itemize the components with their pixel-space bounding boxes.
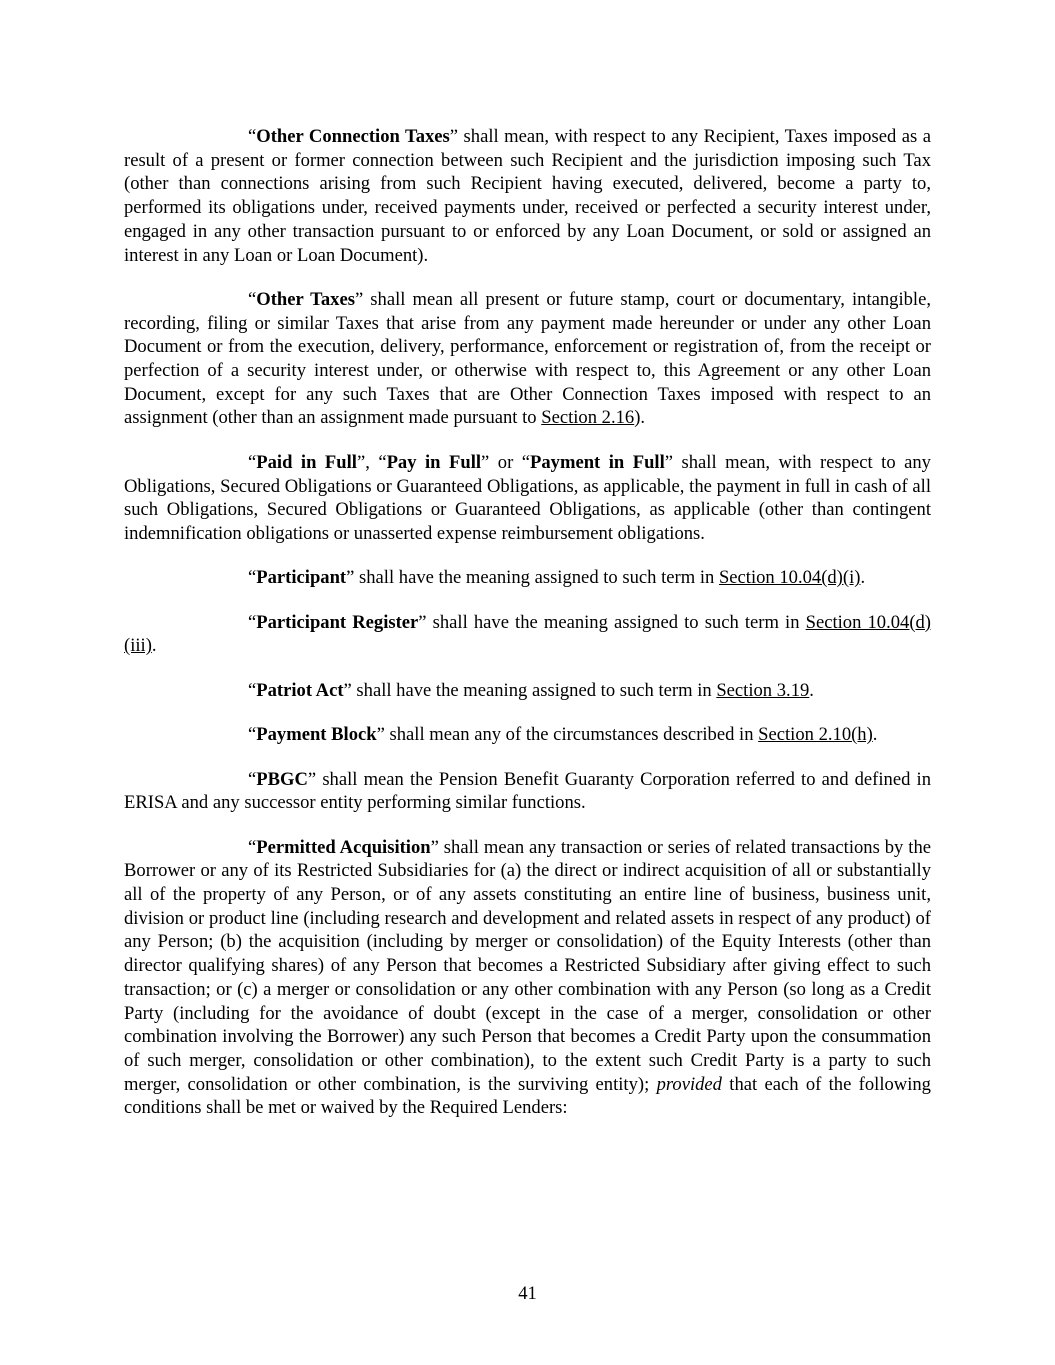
definition-other-connection-taxes: [124, 125, 931, 267]
definitions-body: [124, 125, 931, 1141]
definition-text: “: [248, 679, 257, 701]
defined-term: Payment in Full: [530, 451, 665, 473]
definition-text: .: [860, 567, 866, 589]
section-reference: Section 3.19: [716, 679, 810, 701]
emphasis-text: provided: [656, 1073, 722, 1095]
definition-permitted-acquisition: [124, 836, 931, 1120]
definition-text: “: [248, 724, 257, 746]
section-reference: Section 2.16: [541, 407, 635, 429]
definition-paid-in-full: [124, 451, 931, 546]
definition-participant: [124, 566, 931, 590]
definition-text: .: [809, 679, 814, 701]
definition-text: .: [151, 635, 157, 657]
definition-text: ” shall have the meaning assigned to such term in: [418, 611, 806, 633]
definition-text: “: [248, 451, 257, 473]
definition-text: “: [248, 768, 257, 790]
definition-text: ” shall have the meaning assigned to such term in: [343, 679, 717, 701]
defined-term: Pay in Full: [386, 451, 482, 473]
definition-pbgc: [124, 768, 931, 815]
definition-text: that each of the following conditions shall be met or waived by the Required Lenders:: [124, 1073, 931, 1119]
definition-other-taxes: [124, 288, 931, 430]
definition-patriot-act: [124, 679, 931, 703]
definition-text: ” shall mean, with respect to any Recipient, Taxes imposed as a result of a present or former connection between such Recipient and the jurisdiction imposing such Tax (other than connections arising from such Recipient having executed, delivered, become a party to, performed its obligations under, received payments under, received or perfected a security interest under, engaged in any other transaction pursuant to or enforced by any Loan Document, or sold or assigned an interest in any Loan or Loan Document).: [124, 126, 931, 266]
definition-text: “: [248, 611, 257, 633]
definition-text: ” shall have the meaning assigned to such term in: [346, 567, 719, 589]
definition-participant-register: [124, 611, 931, 658]
definition-text: “: [248, 836, 257, 858]
defined-term: Other Taxes: [256, 288, 355, 310]
defined-term: Patriot Act: [256, 679, 344, 701]
definition-payment-block: [124, 723, 931, 747]
definition-text: “: [248, 567, 257, 589]
definition-text: ” shall mean the Pension Benefit Guaranty Corporation referred to and defined in ERISA and any successor entity performing similar functions.: [124, 768, 931, 814]
definition-text: ”, “: [356, 451, 387, 473]
definition-text: ” or “: [481, 451, 531, 473]
definition-text: ” shall mean, with respect to any Obligations, Secured Obligations or Guaranteed Obligations, as applicable, the payment in full in cash of all such Obligations, Secured Obligations or Guaranteed Obligations, as applicable (other than contingent indemnification obligations or unasserted expense reimbursement obligations.: [124, 451, 931, 544]
definition-text: “: [248, 288, 257, 310]
definition-text: ” shall mean all present or future stamp, court or documentary, intangible, recording, filing or similar Taxes that arise from any payment made hereunder or under any other Loan Document or from the execution, delivery, performance, enforcement or registration of, from the receipt or perfection of a security interest under, or otherwise with respect to, this Agreement or any other Loan Document, except for any such Taxes that are Other Connection Taxes imposed with respect to an assignment (other than an assignment made pursuant to: [124, 288, 931, 429]
defined-term: Participant: [256, 567, 347, 589]
defined-term: Permitted Acquisition: [256, 836, 431, 858]
definition-text: ” shall mean any transaction or series of related transactions by the Borrower or any of its Restricted Subsidiaries for (a) the direct or indirect acquisition of all or substantially all of the property of any Person, or of any assets constituting an entire line of business, business unit, division or product line (including research and development and related assets in respect of any product) of any Person; (b) the acquisition (including by merger or consolidation) of the Equity Interests (other than director qualifying shares) of any Person that becomes a Restricted Subsidiary after giving effect to such transaction; or (c) a merger or consolidation or any other combination with any Person (so long as a Credit Party (including for the avoidance of doubt (except in the case of a merger, consolidation or other combination involving the Borrower) any such Person that becomes a Credit Party upon the consummation of such merger, consolidation or other combination), to the extent such Credit Party is a party to such merger, consolidation or other combination, is the surviving entity);: [124, 836, 932, 1095]
definition-text: .: [872, 724, 878, 746]
defined-term: Participant Register: [256, 611, 419, 633]
section-reference: Section 10.04(d)(iii): [124, 611, 931, 657]
section-reference: Section 10.04(d)(i): [718, 567, 861, 589]
defined-term: Payment Block: [256, 724, 377, 746]
defined-term: PBGC: [256, 768, 308, 790]
definition-text: “: [248, 126, 257, 147]
definition-text: ” shall mean any of the circumstances described in: [376, 724, 759, 746]
page-number: 41: [518, 1283, 537, 1304]
definition-text: ).: [634, 407, 646, 429]
defined-term: Other Connection Taxes: [256, 126, 450, 147]
section-reference: Section 2.10(h): [758, 724, 873, 746]
defined-term: Paid in Full: [256, 451, 357, 473]
